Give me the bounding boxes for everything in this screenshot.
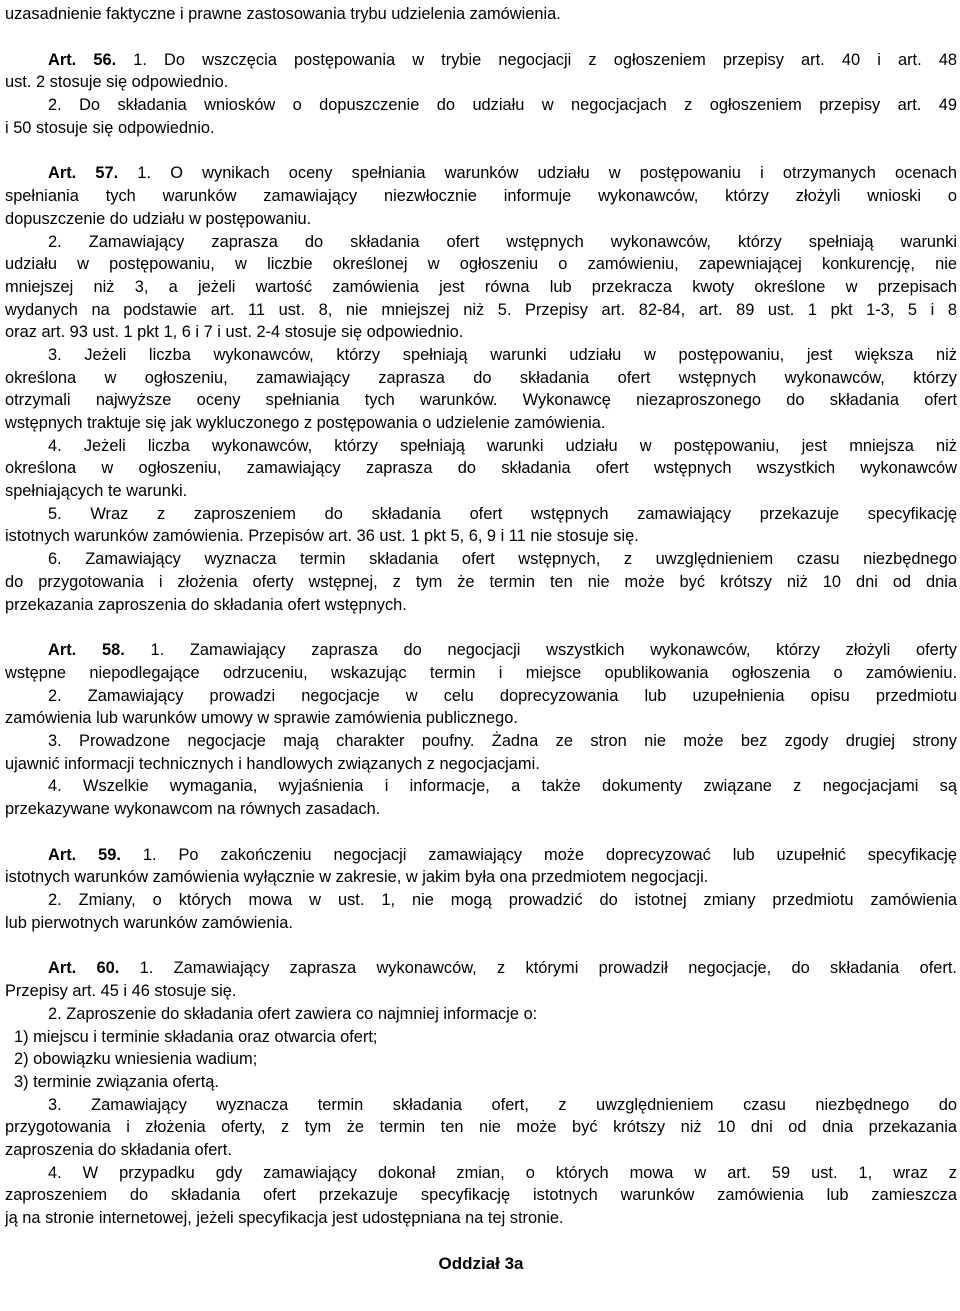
line-text: spełniających te warunki. <box>5 482 188 501</box>
text-line <box>5 1207 957 1230</box>
text-line <box>5 844 957 867</box>
text-line <box>5 525 957 548</box>
line-text: dopuszczenie do udziału w postępowaniu. <box>5 209 312 228</box>
text-line <box>5 662 957 685</box>
paragraph-gap <box>5 26 957 49</box>
line-text: 4. Jeżeli liczba wykonawców, którzy spełniają warunki udziału w postępowaniu, jest mniejsza niż <box>48 436 957 455</box>
paragraph-gap <box>5 1230 957 1253</box>
text-line <box>5 457 957 480</box>
text-line <box>5 889 957 912</box>
text-line <box>5 1184 957 1207</box>
line-text: 2. Zamawiający prowadzi negocjacje w celu doprecyzowania lub uzupełnienia opisu przedmiotu <box>48 686 957 705</box>
article-number: Art. 59. <box>48 845 121 864</box>
line-text: 1. Zamawiający zaprasza wykonawców, z którymi prowadził negocjacje, do składania ofert. <box>119 959 957 978</box>
line-text: uzasadnienie faktyczne i prawne zastosowania trybu udzielenia zamówienia. <box>5 5 561 23</box>
text-line <box>5 231 957 254</box>
text-line <box>5 1162 957 1185</box>
text-line <box>5 480 957 503</box>
line-text: 6. Zamawiający wyznacza termin składania ofert wstępnych, z uwzględnieniem czasu niezbędnego <box>48 550 957 569</box>
text-line <box>5 912 957 935</box>
text-line <box>5 1071 957 1094</box>
line-text: 3. Jeżeli liczba wykonawców, którzy spełniają warunki udziału w postępowaniu, jest większa niż <box>48 345 957 364</box>
text-line <box>5 276 957 299</box>
text-line <box>5 49 957 72</box>
text-line <box>5 707 957 730</box>
line-text: wydanych na podstawie art. 11 ust. 8, nie mniejszej niż 5. Przepisy art. 82-84, art. 89 ust. 1 pkt 1-3, 5 i 8 <box>5 300 957 319</box>
text-line <box>5 71 957 94</box>
text-line <box>5 1139 957 1162</box>
line-text: istotnych warunków zamówienia wyłącznie w zakresie, w jakim była ona przedmiotem negocjacji. <box>5 868 709 887</box>
article-number: Art. 56. <box>48 50 117 69</box>
line-text: 1) miejscu i terminie składania oraz otwarcia ofert; <box>14 1027 378 1046</box>
text-line <box>5 412 957 435</box>
text-line <box>5 980 957 1003</box>
line-text: do przygotowania i złożenia oferty wstępnej, z tym że termin ten nie może być krótszy niż 10 dni od dnia <box>5 572 957 591</box>
text-line <box>5 730 957 753</box>
line-text: określona w ogłoszeniu, zamawiający zaprasza do składania ofert wstępnych wszystkich wykonawców <box>5 459 957 478</box>
line-text: ust. 2 stosuje się odpowiednio. <box>5 73 229 92</box>
text-line <box>5 344 957 367</box>
line-text: 1. O wynikach oceny spełniania warunków udziału w postępowaniu i otrzymanych ocenach <box>118 164 957 183</box>
line-text: i 50 stosuje się odpowiednio. <box>5 118 215 137</box>
line-text: istotnych warunków zamówienia. Przepisów art. 36 ust. 1 pkt 5, 6, 9 i 11 nie stosuje się. <box>5 527 639 546</box>
line-text: 2) obowiązku wniesienia wadium; <box>14 1050 258 1069</box>
line-text: oraz art. 93 ust. 1 pkt 1, 6 i 7 i ust. 2-4 stosuje się odpowiednio. <box>5 323 464 342</box>
text-line <box>5 571 957 594</box>
line-text: spełniania tych warunków zamawiający niezwłocznie informuje wykonawców, którzy złożyli wnioski o <box>5 187 957 206</box>
text-line <box>5 299 957 322</box>
line-text: 4. W przypadku gdy zamawiający dokonał zmian, o których mowa w art. 59 ust. 1, wraz z <box>48 1163 957 1182</box>
line-text: udziału w postępowaniu, w liczbie określonej w ogłoszeniu o zamówieniu, zapewniającej konkurencję, nie <box>5 255 957 274</box>
text-line <box>5 639 957 662</box>
paragraph-gap <box>5 821 957 844</box>
line-text: 1. Zamawiający zaprasza do negocjacji wszystkich wykonawców, którzy złożyli oferty <box>124 641 957 660</box>
text-line <box>5 503 957 526</box>
line-text: 5. Wraz z zaproszeniem do składania ofert wstępnych zamawiający przekazuje specyfikację <box>48 504 957 523</box>
line-text: ją na stronie internetowej, jeżeli specyfikacja jest udostępniana na tej stronie. <box>5 1209 564 1227</box>
text-line <box>5 1048 957 1071</box>
text-line <box>5 367 957 390</box>
line-text: 2. Zmiany, o których mowa w ust. 1, nie mogą prowadzić do istotnej zmiany przedmiotu zamówienia <box>48 891 957 910</box>
paragraph-gap <box>5 616 957 639</box>
line-text: określona w ogłoszeniu, zamawiający zaprasza do składania ofert wstępnych wykonawców, którzy <box>5 368 957 387</box>
line-text: przygotowania i złożenia oferty, z tym że termin ten nie może być krótszy niż 10 dni od dnia przekazania <box>5 1118 957 1137</box>
line-text: zamówienia lub warunków umowy w sprawie zamówienia publicznego. <box>5 709 518 728</box>
line-text: zaproszeniem do składania ofert przekazuje specyfikację istotnych warunków zamówienia lub zamieszcza <box>5 1186 957 1205</box>
line-text: 1. Po zakończeniu negocjacji zamawiający może doprecyzować lub uzupełnić specyfikację <box>120 845 957 864</box>
text-line <box>5 798 957 821</box>
text-line <box>5 1116 957 1139</box>
text-line <box>5 94 957 117</box>
article-number: Art. 57. <box>48 164 119 183</box>
text-line <box>5 685 957 708</box>
line-text: 2. Zaproszenie do składania ofert zawiera co najmniej informacje o: <box>48 1004 538 1023</box>
text-line <box>5 435 957 458</box>
line-text: 3. Prowadzone negocjacje mają charakter poufny. Żadna ze stron nie może bez zgody drugiej strony <box>48 731 957 750</box>
text-line <box>5 957 957 980</box>
line-text: 3) terminie związania ofertą. <box>14 1072 219 1091</box>
text-line <box>5 321 957 344</box>
line-text: Przepisy art. 45 i 46 stosuje się. <box>5 982 237 1001</box>
line-text: ujawnić informacji technicznych i handlowych związanych z negocjacjami. <box>5 754 540 773</box>
text-line <box>5 185 957 208</box>
text-line <box>5 1003 957 1026</box>
line-text: otrzymali najwyższe oceny spełniania tych warunków. Wykonawcę niezaproszonego do składania ofert <box>5 391 957 410</box>
text-line <box>5 117 957 140</box>
article-number: Art. 58. <box>48 641 125 660</box>
line-text: 2. Do składania wniosków o dopuszczenie do udziału w negocjacjach z ogłoszeniem przepisy art. 49 <box>48 96 957 115</box>
line-text: 4. Wszelkie wymagania, wyjaśnienia i informacje, a także dokumenty związane z negocjacjami są <box>48 777 957 796</box>
line-text: mniejszej niż 3, a jeżeli wartość zamówienia jest równa lub przekracza kwoty określone w przepisach <box>5 277 957 296</box>
text-line <box>5 162 957 185</box>
section-heading: Oddział 3a <box>438 1253 524 1273</box>
line-text: wstępne niepodlegające odrzuceniu, wskazując termin i miejsce opublikowania ogłoszenia o zamówieniu. <box>5 663 957 682</box>
text-line <box>5 1026 957 1049</box>
text-line <box>5 1094 957 1117</box>
text-line <box>5 775 957 798</box>
line-text: 2. Zamawiający zaprasza do składania ofert wstępnych wykonawców, którzy spełniają warunki <box>48 232 957 251</box>
paragraph-gap <box>5 139 957 162</box>
text-line <box>5 208 957 231</box>
text-line <box>5 3 957 26</box>
paragraph-gap <box>5 934 957 957</box>
document-page <box>5 3 957 1275</box>
line-text: wstępnych traktuje się jak wykluczonego z postępowania o udzielenie zamówienia. <box>5 414 606 432</box>
text-line <box>5 594 957 617</box>
article-number: Art. 60. <box>48 959 120 978</box>
line-text: przekazywane wykonawcom na równych zasadach. <box>5 800 381 818</box>
text-line <box>5 753 957 776</box>
text-line <box>5 389 957 412</box>
line-text: 3. Zamawiający wyznacza termin składania ofert, z uwzględnieniem czasu niezbędnego do <box>48 1095 957 1114</box>
line-text: przekazania zaproszenia do składania ofert wstępnych. <box>5 595 407 614</box>
text-line <box>5 253 957 276</box>
line-text: zaproszenia do składania ofert. <box>5 1140 232 1159</box>
text-line <box>5 866 957 889</box>
line-text: 1. Do wszczęcia postępowania w trybie negocjacji z ogłoszeniem przepisy art. 40 i art. 48 <box>116 50 957 69</box>
line-text: lub pierwotnych warunków zamówienia. <box>5 913 293 932</box>
text-line <box>5 548 957 571</box>
